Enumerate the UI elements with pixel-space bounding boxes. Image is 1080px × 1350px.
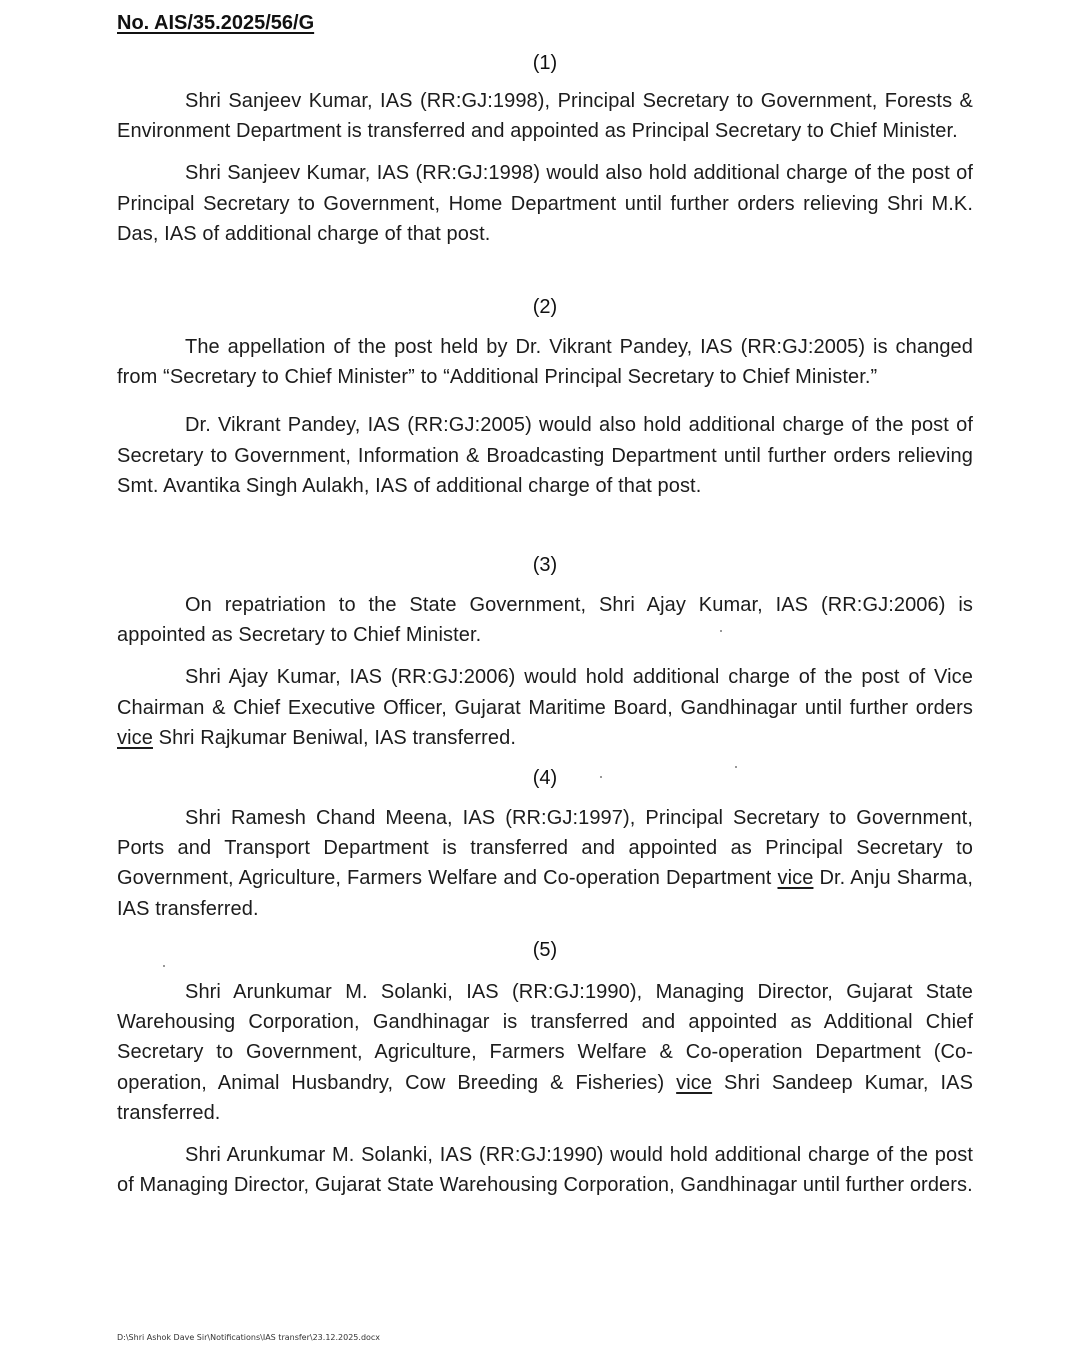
paragraph <box>117 803 973 924</box>
paragraph-text: Shri Sanjeev Kumar, IAS (RR:GJ:1998), Principal Secretary to Government, Forests & Environment Department is transferred and appointed as Principal Secretary to Chief Minister. <box>117 90 973 143</box>
paragraph <box>117 590 973 650</box>
scan-speck <box>735 766 737 768</box>
paragraph-text: Shri Ramesh Chand Meena, IAS (RR:GJ:1997), Principal Secretary to Government, Ports and Transport Department is transferred and appointed as Principal Secretary to Government, Agriculture, Farmers Welfare and Co-operation Department <box>117 807 973 890</box>
paragraph-text: The appellation of the post held by Dr. Vikrant Pandey, IAS (RR:GJ:2005) is changed from “Secretary to Chief Minister” to “Additional Principal Secretary to Chief Minister.” <box>117 336 973 389</box>
section-5 <box>117 935 973 1200</box>
section-number: (4) <box>532 767 558 789</box>
paragraph <box>117 662 973 753</box>
paragraph-text: Shri Ajay Kumar, IAS (RR:GJ:2006) would hold additional charge of the post of Vice Chairman & Chief Executive Officer, Gujarat Maritime Board, Gandhinagar until further orders <box>117 666 973 719</box>
paragraph-text: Shri Arunkumar M. Solanki, IAS (RR:GJ:1990), Managing Director, Gujarat State Warehousing Corporation, Gandhinagar is transferred and appointed as Additional Chief Secretary to Government, Agriculture, Farmers Welfare & Co-operation Department (Co-operation, Animal Husbandry, Cow Breeding & Fisheries) <box>117 981 973 1094</box>
paragraph-text: Shri Arunkumar M. Solanki, IAS (RR:GJ:1990) would hold additional charge of the post of Managing Director, Gujarat State Warehousing Corporation, Gandhinagar until further orders. <box>117 1144 973 1197</box>
paragraph-text: Shri Sandeep Kumar, IAS transferred. <box>117 1071 974 1124</box>
paragraph <box>117 158 973 249</box>
file-path-footer: D:\Shri Ashok Dave Sir\Notifications\IAS transfer\23.12.2025.docx <box>117 1333 381 1342</box>
section-4 <box>117 763 973 924</box>
section-number: (2) <box>532 296 558 318</box>
vice-term: vice <box>117 726 153 749</box>
section-3 <box>117 550 973 753</box>
paragraph <box>117 977 973 1128</box>
paragraph <box>117 332 973 392</box>
scan-speck <box>600 776 602 778</box>
scan-speck <box>720 630 722 632</box>
paragraph <box>117 86 973 146</box>
paragraph-text: Shri Rajkumar Beniwal, IAS transferred. <box>152 726 516 749</box>
section-number: (1) <box>532 52 558 74</box>
paragraph-text: Dr. Vikrant Pandey, IAS (RR:GJ:2005) would also hold additional charge of the post of Secretary to Government, Information & Broadcasting Department until further orders relieving Smt. Avantika Singh Aulakh, IAS of additional charge of that post. <box>117 414 973 497</box>
section-number: (3) <box>532 554 558 576</box>
section-number: (5) <box>532 939 558 961</box>
section-2 <box>117 292 973 501</box>
paragraph <box>117 1140 973 1200</box>
paragraph-text: Shri Sanjeev Kumar, IAS (RR:GJ:1998) would also hold additional charge of the post of Principal Secretary to Government, Home Department until further orders relieving Shri M.K. Das, IAS of additional charge of that post. <box>117 162 973 245</box>
paragraph-text: Dr. Anju Sharma, IAS transferred. <box>117 867 973 920</box>
section-1 <box>117 48 973 249</box>
paragraph <box>117 410 973 501</box>
paragraph-text: On repatriation to the State Government, Shri Ajay Kumar, IAS (RR:GJ:2006) is appointed as Secretary to Chief Minister. <box>117 594 973 647</box>
scan-speck <box>163 965 165 967</box>
vice-term: vice <box>676 1071 713 1094</box>
order-number: No. AIS/35.2025/56/G <box>117 12 315 34</box>
vice-term: vice <box>777 867 814 890</box>
